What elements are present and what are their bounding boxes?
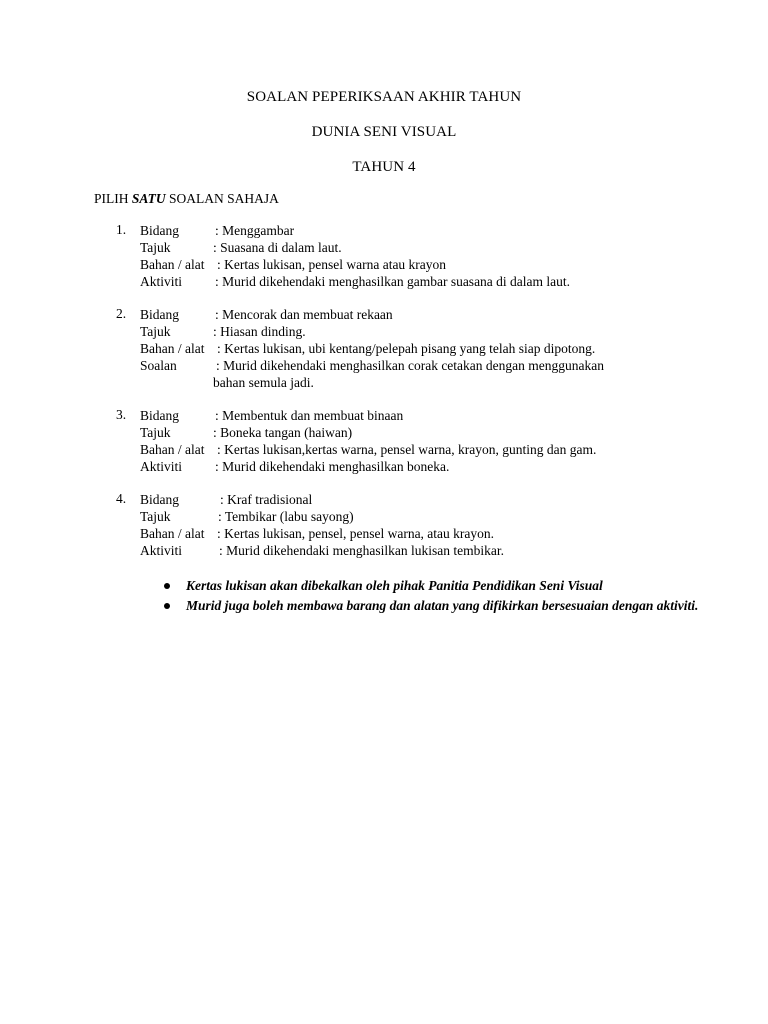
field-label: Bahan / alat: [140, 442, 205, 457]
note-text: Kertas lukisan akan dibekalkan oleh pihak Panitia Pendidikan Seni Visual: [186, 578, 603, 593]
field-value: : Kraf tradisional: [220, 492, 313, 507]
field-value: : Murid dikehendaki menghasilkan corak cetakan dengan menggunakan: [216, 358, 604, 373]
field-value: : Kertas lukisan,kertas warna, pensel warna, krayon, gunting dan gam.: [217, 442, 597, 457]
field-value: : Suasana di dalam laut.: [213, 240, 342, 255]
field-value: : Murid dikehendaki menghasilkan boneka.: [215, 459, 450, 474]
note-item: [158, 576, 718, 596]
field-value: : Membentuk dan membuat binaan: [215, 408, 404, 423]
year-title: TAHUN 4: [352, 159, 416, 175]
bullet-icon: [164, 583, 170, 589]
field-label: Bidang: [140, 223, 179, 238]
field-value: : Mencorak dan membuat rekaan: [215, 307, 393, 322]
field-value-continued: bahan semula jadi.: [213, 375, 314, 390]
instruction-suffix: SOALAN SAHAJA: [165, 191, 279, 206]
field-value: : Tembikar (labu sayong): [218, 509, 354, 524]
field-label: Aktiviti: [140, 274, 183, 289]
field-value: : Kertas lukisan, ubi kentang/pelepah pisang yang telah siap dipotong.: [217, 341, 596, 356]
field-value: : Kertas lukisan, pensel warna atau krayon: [217, 257, 447, 272]
field-value: : Murid dikehendaki menghasilkan gambar suasana di dalam laut.: [215, 274, 571, 289]
instruction: [94, 191, 279, 207]
field-value: : Menggambar: [215, 223, 295, 238]
field-value: : Murid dikehendaki menghasilkan lukisan tembikar.: [219, 543, 504, 558]
field-label: Aktiviti: [140, 543, 183, 558]
field-label: Aktiviti: [140, 459, 183, 474]
field-label: Bidang: [140, 492, 179, 507]
field-label: Bidang: [140, 307, 179, 322]
field-label: Bidang: [140, 408, 179, 423]
field-label: Tajuk: [140, 324, 171, 339]
field-value: : Hiasan dinding.: [213, 324, 306, 339]
field-label: Tajuk: [140, 509, 171, 524]
question-number: 2.: [116, 306, 127, 321]
field-label: Tajuk: [140, 240, 171, 255]
note-item: [158, 596, 718, 616]
bullet-icon: [164, 603, 170, 609]
question-number: 1.: [116, 222, 127, 237]
field-label: Bahan / alat: [140, 526, 205, 541]
field-label: Bahan / alat: [140, 341, 205, 356]
question-number: 4.: [116, 491, 127, 506]
note-text: Murid juga boleh membawa barang dan alatan yang difikirkan bersesuaian dengan aktiviti.: [186, 598, 699, 613]
instruction-prefix: PILIH: [94, 191, 132, 206]
field-value: : Kertas lukisan, pensel, pensel warna, atau krayon.: [217, 526, 495, 541]
subject-title: DUNIA SENI VISUAL: [311, 124, 457, 140]
question-number: 3.: [116, 407, 127, 422]
instruction-emphasis: SATU: [131, 191, 166, 206]
field-label: Tajuk: [140, 425, 171, 440]
page-title: SOALAN PEPERIKSAAN AKHIR TAHUN: [246, 89, 522, 105]
field-value: : Boneka tangan (haiwan): [213, 425, 353, 440]
notes-list: [158, 576, 718, 616]
field-label: Bahan / alat: [140, 257, 205, 272]
field-label: Soalan: [140, 358, 177, 373]
